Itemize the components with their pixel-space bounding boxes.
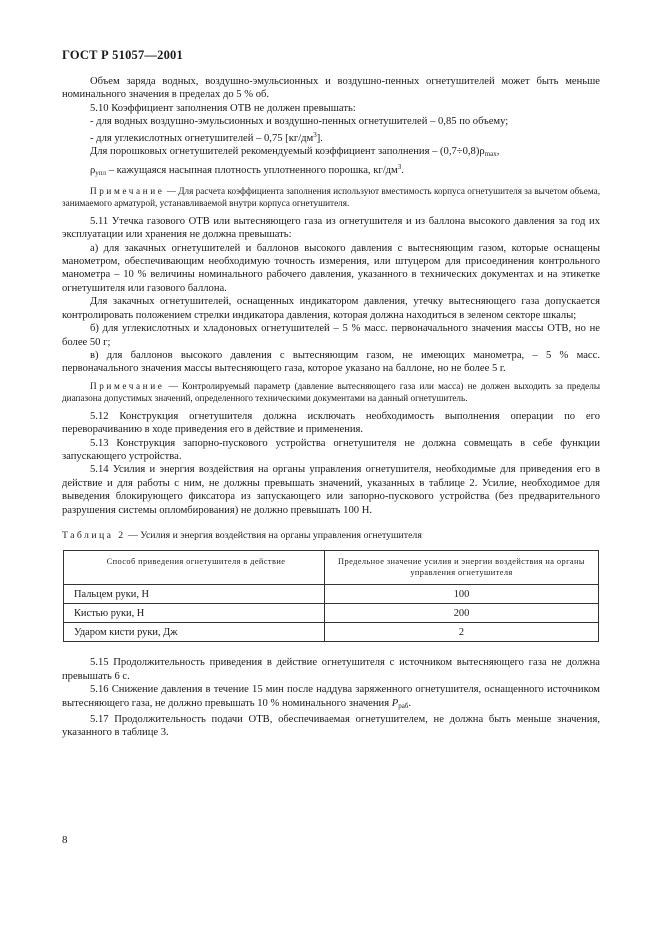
paragraph-5-12: 5.12 Конструкция огнетушителя должна исключать необходимость выполнения операции по его переворачиванию в ходе приведения его в действие и применения. bbox=[62, 410, 600, 436]
table-header-row bbox=[64, 551, 599, 585]
page-number: 8 bbox=[62, 834, 68, 846]
paragraph-5-17: 5.17 Продолжительность подачи ОТВ, обеспечиваемая огнетушителем, не должна быть меньше значения, указанного в таблице 3. bbox=[62, 714, 600, 739]
document-body bbox=[62, 75, 600, 740]
table-2 bbox=[63, 550, 599, 642]
table-cell: 2 bbox=[325, 623, 599, 642]
paragraph-5-10: 5.10 Коэффициент заполнения ОТВ не должен превышать: bbox=[90, 102, 356, 114]
note: Примечание — Контролируемый параметр (давление вытесняющего газа или масса) не должен выходить за пределы диапазона допустимых значений, определенного техническими документами на данный огнетушитель. bbox=[62, 380, 600, 403]
paragraph-5-15: 5.15 Продолжительность приведения в действие огнетушителя с источником вытесняющего газа не должна превышать 6 с. bbox=[62, 657, 600, 682]
list-item: а) для закачных огнетушителей и баллонов высокого давления с вытесняющим газом, которые оснащены манометром, обеспечивающим необходимую точность измерения, или штуцером для присоединения контрольного манометра – 10 % величины номинального рабочего давления, указанного в технических документах и на этикетке огнетушителя или газового баллона. bbox=[62, 242, 600, 294]
table-cell: Ударом кисти руки, Дж bbox=[64, 623, 325, 642]
table-cell: Пальцем руки, Н bbox=[64, 585, 325, 604]
paragraph: Для закачных огнетушителей, оснащенных индикатором давления, утечку вытесняющего газа допускается контролировать положением стрелки индикатора давления, которая должна находиться в зеленом секторе шкалы; bbox=[62, 296, 600, 321]
paragraph-5-13: 5.13 Конструкция запорно-пускового устройства огнетушителя не должна совмещать в себе функции запускающего устройства. bbox=[62, 437, 600, 462]
table-cell: 200 bbox=[325, 604, 599, 623]
list-item: б) для углекислотных и хладоновых огнетушителей – 5 % масс. первоначального значения массы ОТВ, но не более 50 г; bbox=[62, 323, 600, 348]
list-item: в) для баллонов высокого давления с вытесняющим газом, не имеющих манометра, – 5 % масс. первоначального значения массы вытесняющего газа, которое указано на баллоне, но не более 5 г. bbox=[62, 349, 600, 375]
list-item: - для водных воздушно-эмульсионных и воздушно-пенных огнетушителей – 0,85 по объему; bbox=[90, 116, 509, 128]
table-row bbox=[64, 623, 599, 642]
table-row bbox=[64, 585, 599, 604]
table-row bbox=[64, 604, 599, 623]
paragraph-5-16: 5.16 Снижение давления в течение 15 мин после наддува заряженного огнетушителя, оснащенного источником вытесняющего газа, не должно превышать 10 % номинального значения $P_{раб}$. bbox=[62, 684, 600, 710]
document-header: ГОСТ Р 51057—2001 bbox=[62, 48, 183, 62]
paragraph-5-11: 5.11 Утечка газового ОТВ или вытесняющего газа из огнетушителя и из баллона высокого давления за год их эксплуатации или хранения не должна превышать: bbox=[62, 215, 600, 241]
paragraph: Для порошковых огнетушителей рекомендуемый коэффициент заполнения – $(0,7\div 0,8)\rho_{max}$, bbox=[90, 146, 500, 159]
list-item: - для углекислотных огнетушителей – 0,75 $[кг/дм^3]$. bbox=[90, 130, 323, 144]
paragraph-5-14: 5.14 Усилия и энергия воздействия на органы управления огнетушителя, необходимые для приведения его в действие и для работы с ним, не должны превышать значений, указанных в таблице 2. Усилие, необходимое для выведения блокирующего фиксатора из запускающего или запорно-пускового устройства (без предварительного разрушения системы опломбирования) не должно превышать 100 Н. bbox=[62, 464, 600, 516]
table-cell: Кистью руки, Н bbox=[64, 604, 325, 623]
paragraph: $\rho_{упл}$ – кажущаяся насыпная плотность уплотненного порошка, $кг/дм^3$. bbox=[90, 163, 404, 178]
table-cell: 100 bbox=[325, 585, 599, 604]
table-header-cell: Способ приведения огнетушителя в действие bbox=[64, 551, 325, 585]
table-header-cell: Предельное значение усилия и энергии воздействия на органы управления огнетушителя bbox=[325, 551, 599, 585]
table-caption: Таблица 2 — Усилия и энергия воздействия на органы управления огнетушителя bbox=[62, 529, 422, 541]
paragraph: Объем заряда водных, воздушно-эмульсионных и воздушно-пенных огнетушителей может быть меньше номинального значения в пределах до 5 % об. bbox=[62, 76, 600, 101]
note: Примечание — Для расчета коэффициента заполнения используют вместимость корпуса огнетушителя за вычетом объема, занимаемого арматурой, устанавливаемой внутри корпуса огнетушителя. bbox=[62, 185, 600, 208]
